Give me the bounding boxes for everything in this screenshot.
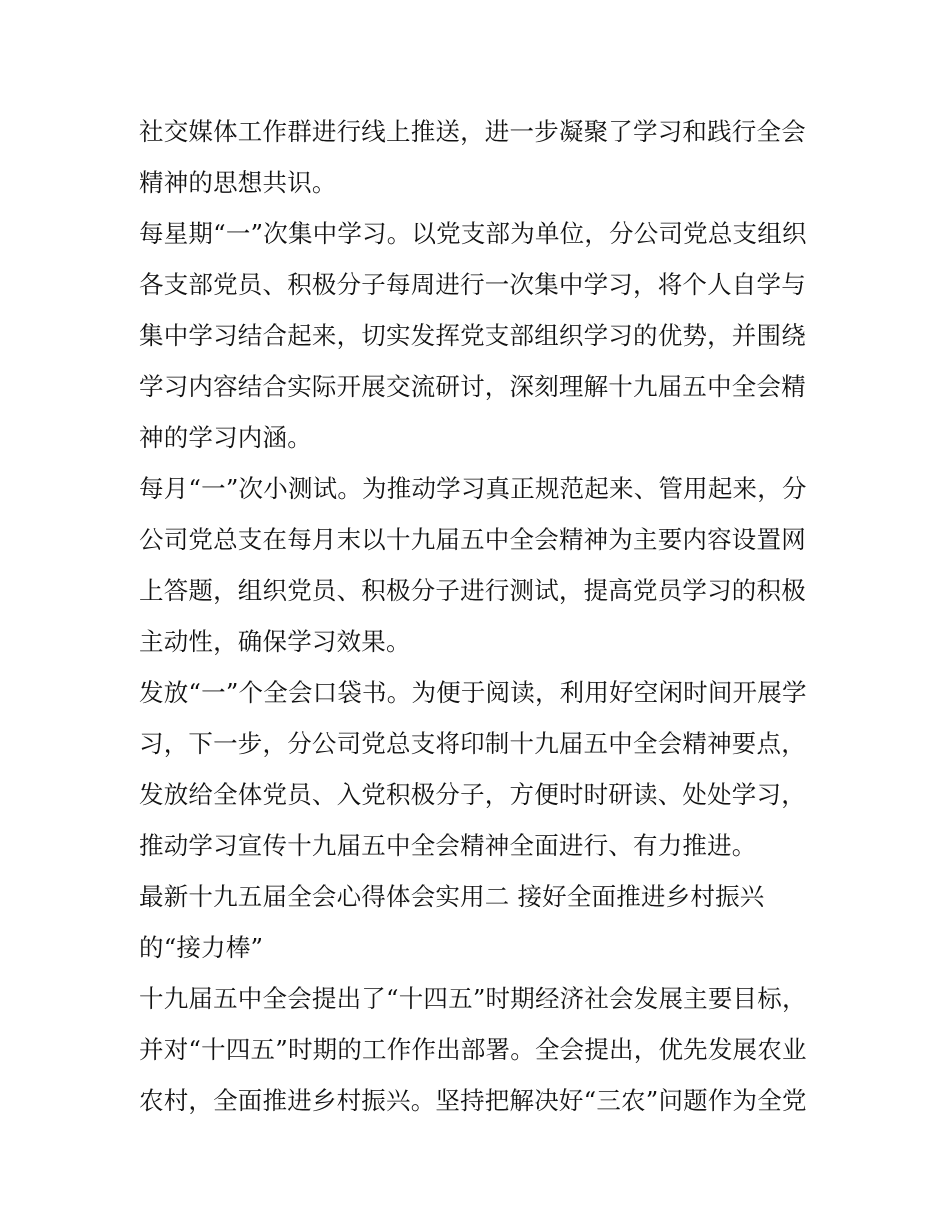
text-line: 习，下一步，分公司党总支将印制十九届五中全会精神要点， [139,729,806,758]
text-line: 每月“一”次小测试。为推动学习真正规范起来、管用起来，分 [139,474,807,503]
text-line: 推动学习宣传十九届五中全会精神全面进行、有力推进。 [139,831,757,860]
text-line: 神的学习内涵。 [139,423,312,452]
text-line: 发放给全体党员、入党积极分子，方便时时研读、处处学习， [139,780,806,809]
text-line: 农村，全面推进乡村振兴。坚持把解决好“三农”问题作为全党 [139,1086,807,1115]
document-body [139,106,829,1126]
text-line: 精神的思想共识。 [139,168,337,197]
text-line: 每星期“一”次集中学习。以党支部为单位，分公司党总支组织 [139,219,807,248]
text-line: 各支部党员、积极分子每周进行一次集中学习，将个人自学与 [139,270,806,299]
text-line: 发放“一”个全会口袋书。为便于阅读，利用好空闲时间开展学 [139,678,807,707]
text-line: 并对“十四五”时期的工作作出部署。全会提出，优先发展农业 [139,1035,807,1064]
text-line: 公司党总支在每月末以十九届五中全会精神为主要内容设置网 [139,525,806,554]
text-line: 学习内容结合实际开展交流研讨，深刻理解十九届五中全会精 [139,372,806,401]
section-heading-line: 的“接力棒” [139,933,264,962]
section-heading-line: 最新十九五届全会心得体会实用二 接好全面推进乡村振兴 [139,882,765,911]
text-line: 社交媒体工作群进行线上推送，进一步凝聚了学习和践行全会 [139,117,806,146]
text-line: 十九届五中全会提出了“十四五”时期经济社会发展主要目标， [139,984,807,1013]
text-line: 上答题，组织党员、积极分子进行测试，提高党员学习的积极 [139,576,806,605]
text-line: 主动性，确保学习效果。 [139,627,411,656]
text-line: 集中学习结合起来，切实发挥党支部组织学习的优势，并围绕 [139,321,806,350]
